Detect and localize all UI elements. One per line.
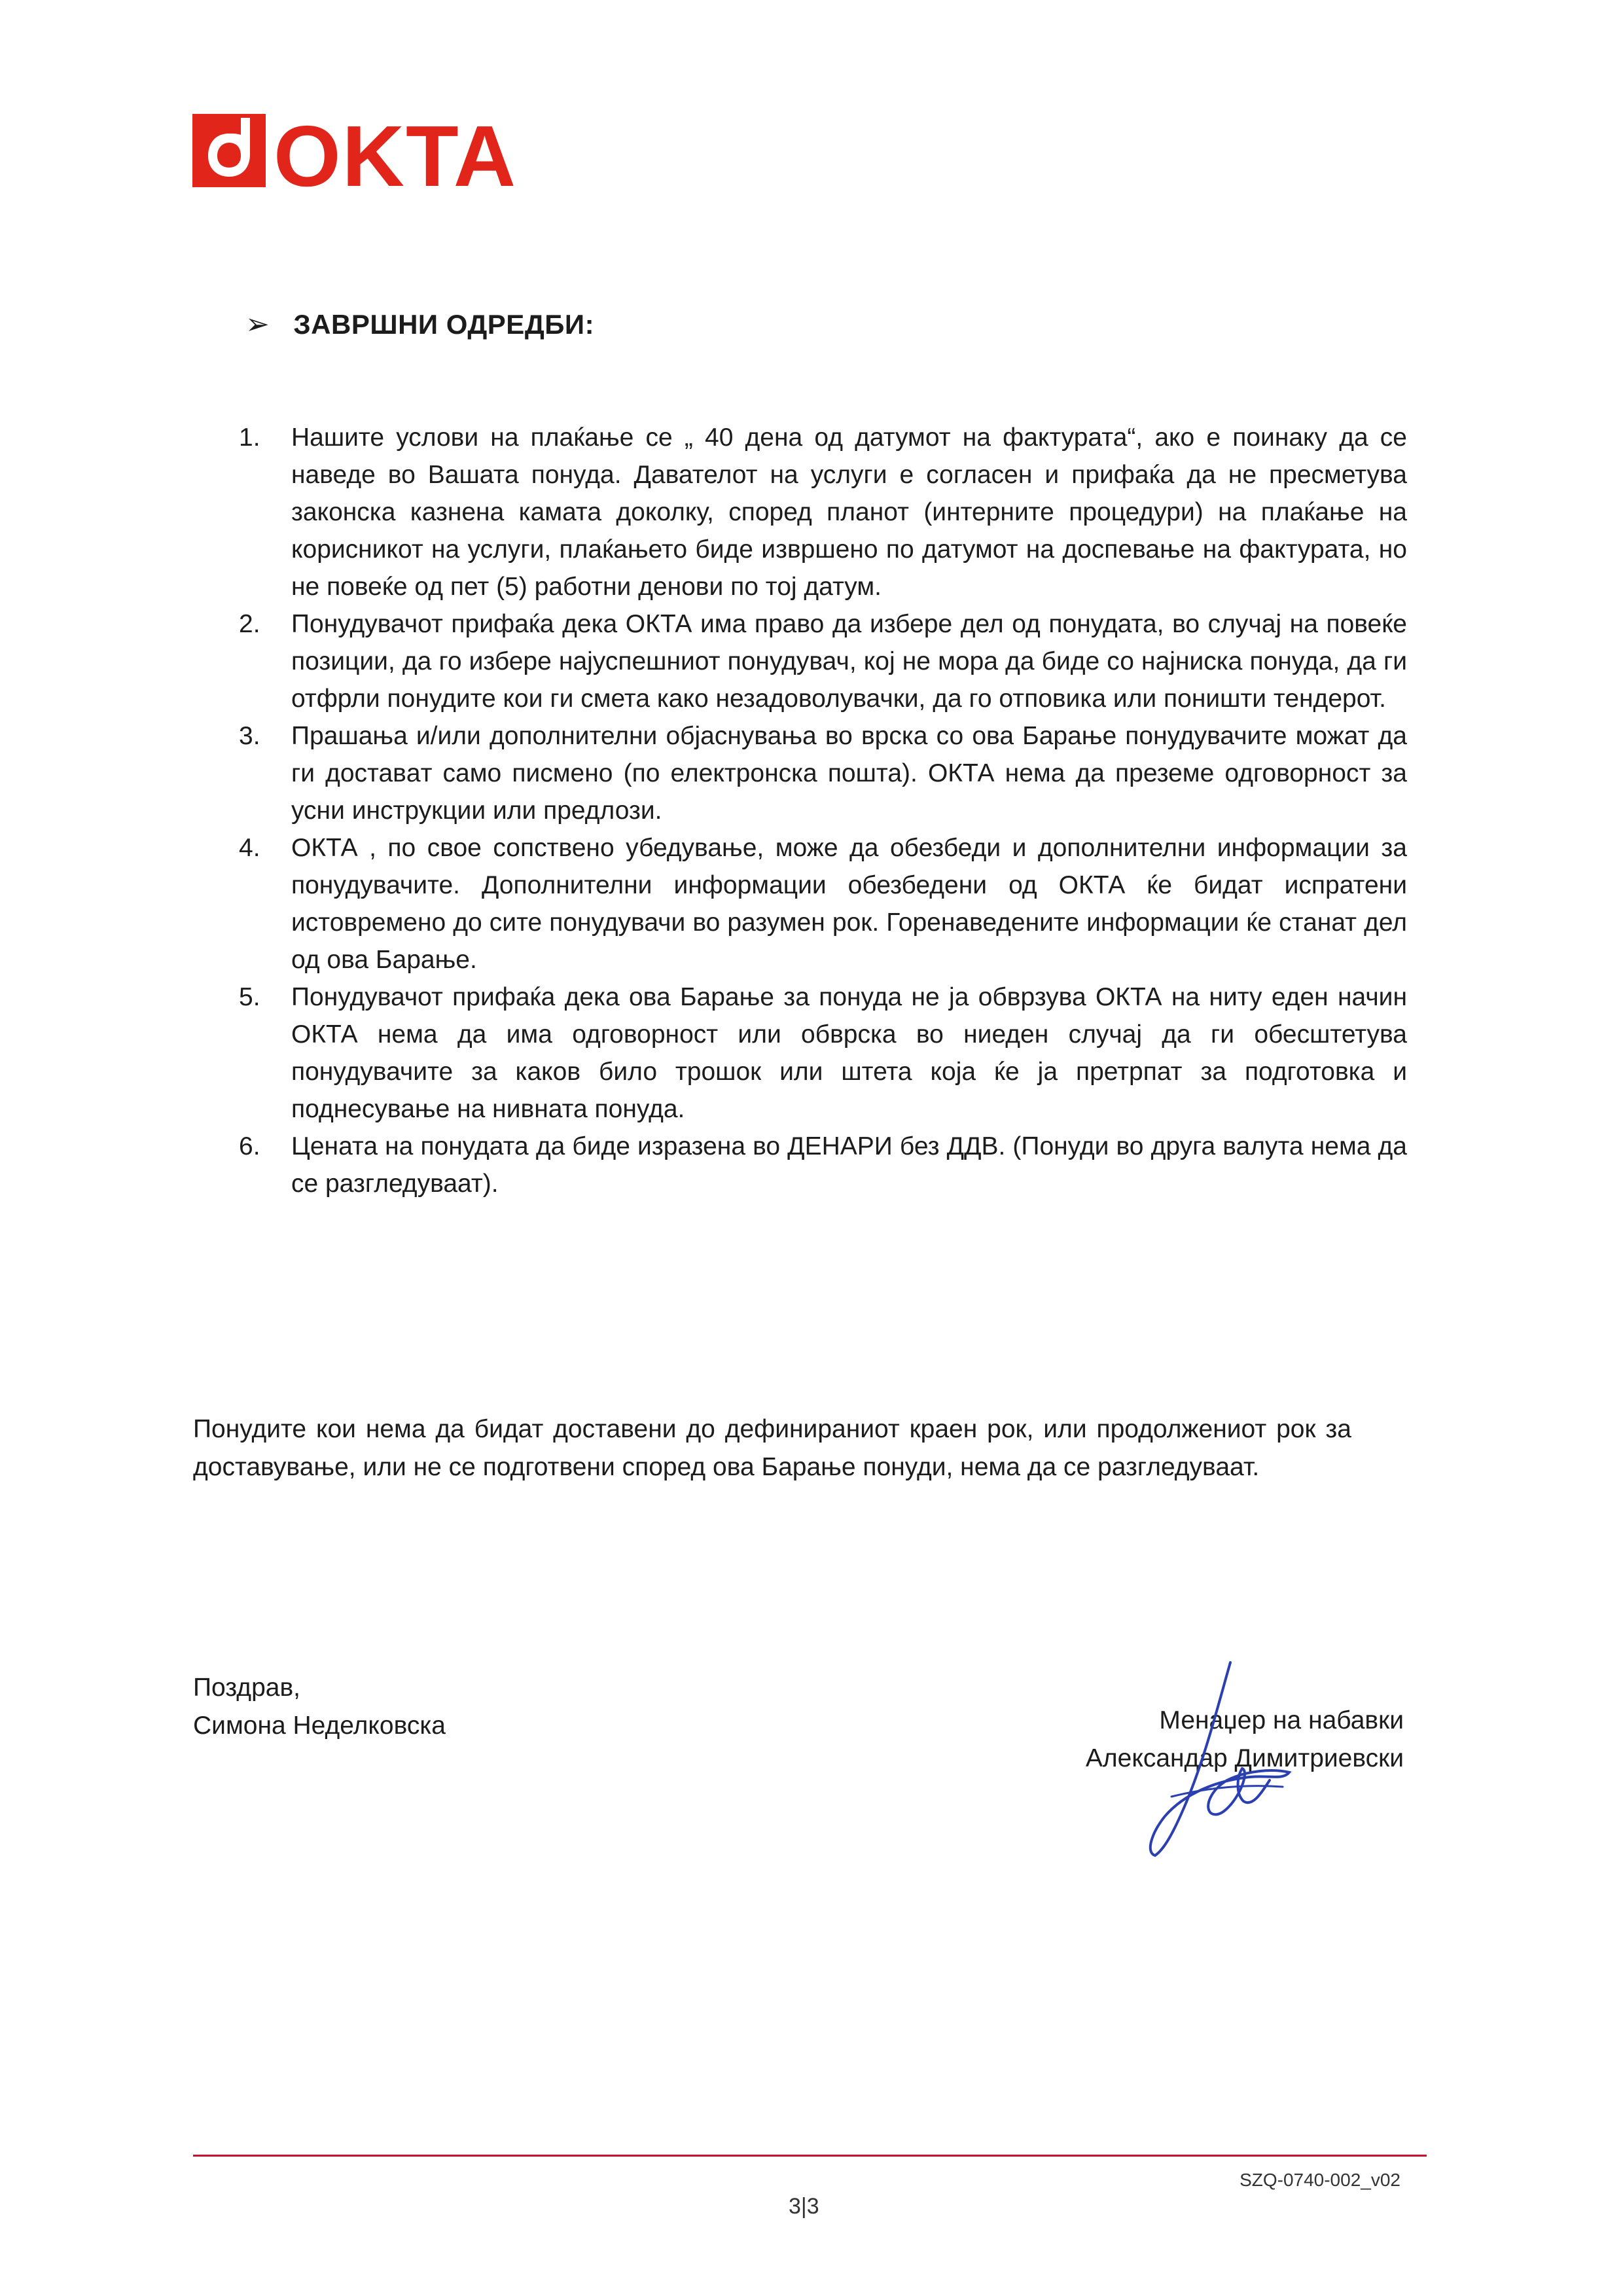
salutation: Поздрав,	[193, 1674, 300, 1702]
page-number: 3|3	[789, 2194, 819, 2219]
sender-name: Симона Неделковска	[193, 1712, 446, 1740]
section-heading	[245, 308, 594, 341]
item-number: 1.	[239, 423, 260, 452]
provisions-list	[239, 419, 1407, 1202]
item-number: 3.	[239, 722, 260, 750]
greeting-block	[193, 1669, 446, 1745]
item-text: Понудувачот прифаќа дека ова Барање за понуда не ја обврзува ОКТА на ниту еден начин ОКТА нема да има одговорност или обврска во ниеден случај да ги обесштетува понудувачите за каков било трошок или штета која ќе ја претрпат за подготовка и поднесување на нивната понуда.	[291, 983, 1407, 1123]
list-item	[239, 978, 1407, 1128]
arrow-right-icon: ➢	[245, 308, 270, 340]
section-title: ЗАВРШНИ ОДРЕДБИ:	[293, 308, 595, 340]
list-item	[239, 829, 1407, 978]
list-item	[239, 717, 1407, 829]
item-text: Нашите услови на плаќање се „ 40 дена од датумот на фактурата“, ако е поинаку да се наведе во Вашата понуда. Давателот на услуги е согласен и прифаќа да не пресметува законска казнена камата доколку, според планот (интерните процедури) на плаќање на корисникот на услуги, плаќањето биде извршено по датумот на доспевање на фактурата, но не повеќе од пет (5) работни денови по тој датум.	[291, 423, 1407, 601]
item-number: 5.	[239, 983, 260, 1011]
item-number: 2.	[239, 610, 260, 638]
handwritten-signature	[1106, 1656, 1302, 1865]
item-text: Понудувачот прифаќа дека ОКТА има право да избере дел од понудата, во случај на повеќе позиции, да го избере најуспешниот понудувач, кој не мора да биде со најниска понуда, да ги отфрли понудите кои ги смета како незадоволувачки, да го отповика или поништи тендерот.	[291, 610, 1407, 713]
document-code: SZQ-0740-002_v02	[1240, 2170, 1400, 2190]
manager-name: Александар Димитриевски	[1085, 1744, 1404, 1772]
item-text: ОКТА , по свое сопствено убедување, може да обезбеди и дополнителни информации за понудувачите. Дополнителни информации обезбедени од ОКТА ќе бидат испратени истовремено до сите понудувачи во разумен рок. Горенаведените информации ќе станат дел од ова Барање.	[291, 834, 1407, 974]
okta-logo	[190, 105, 530, 196]
item-text: Прашања и/или дополнителни објаснувања во врска со ова Барање понудувачите можат да ги доставaт само писмено (по електронска пошта). ОКТА нема да преземе одговорност за усни инструкции или предлози.	[291, 722, 1407, 825]
item-text: Цената на понудата да биде изразена во ДЕНАРИ без ДДВ. (Понуди во друга валута нема да се разгледуваат).	[291, 1132, 1407, 1198]
item-number: 4.	[239, 834, 260, 862]
closing-paragraph: Понудите кои нема да бидат доставени до дефинираниот краен рок, или продолжениот рок за доставување, или не се подготвени според ова Барање понуди, нема да се разгледуваат.	[193, 1415, 1351, 1481]
item-number: 6.	[239, 1132, 260, 1160]
logo-wordmark: OKTA	[274, 108, 518, 196]
list-item	[239, 605, 1407, 717]
footer-divider	[193, 2155, 1427, 2157]
list-item	[239, 419, 1407, 605]
manager-title: Менаџер на набавки	[1159, 1706, 1404, 1734]
list-item	[239, 1128, 1407, 1202]
